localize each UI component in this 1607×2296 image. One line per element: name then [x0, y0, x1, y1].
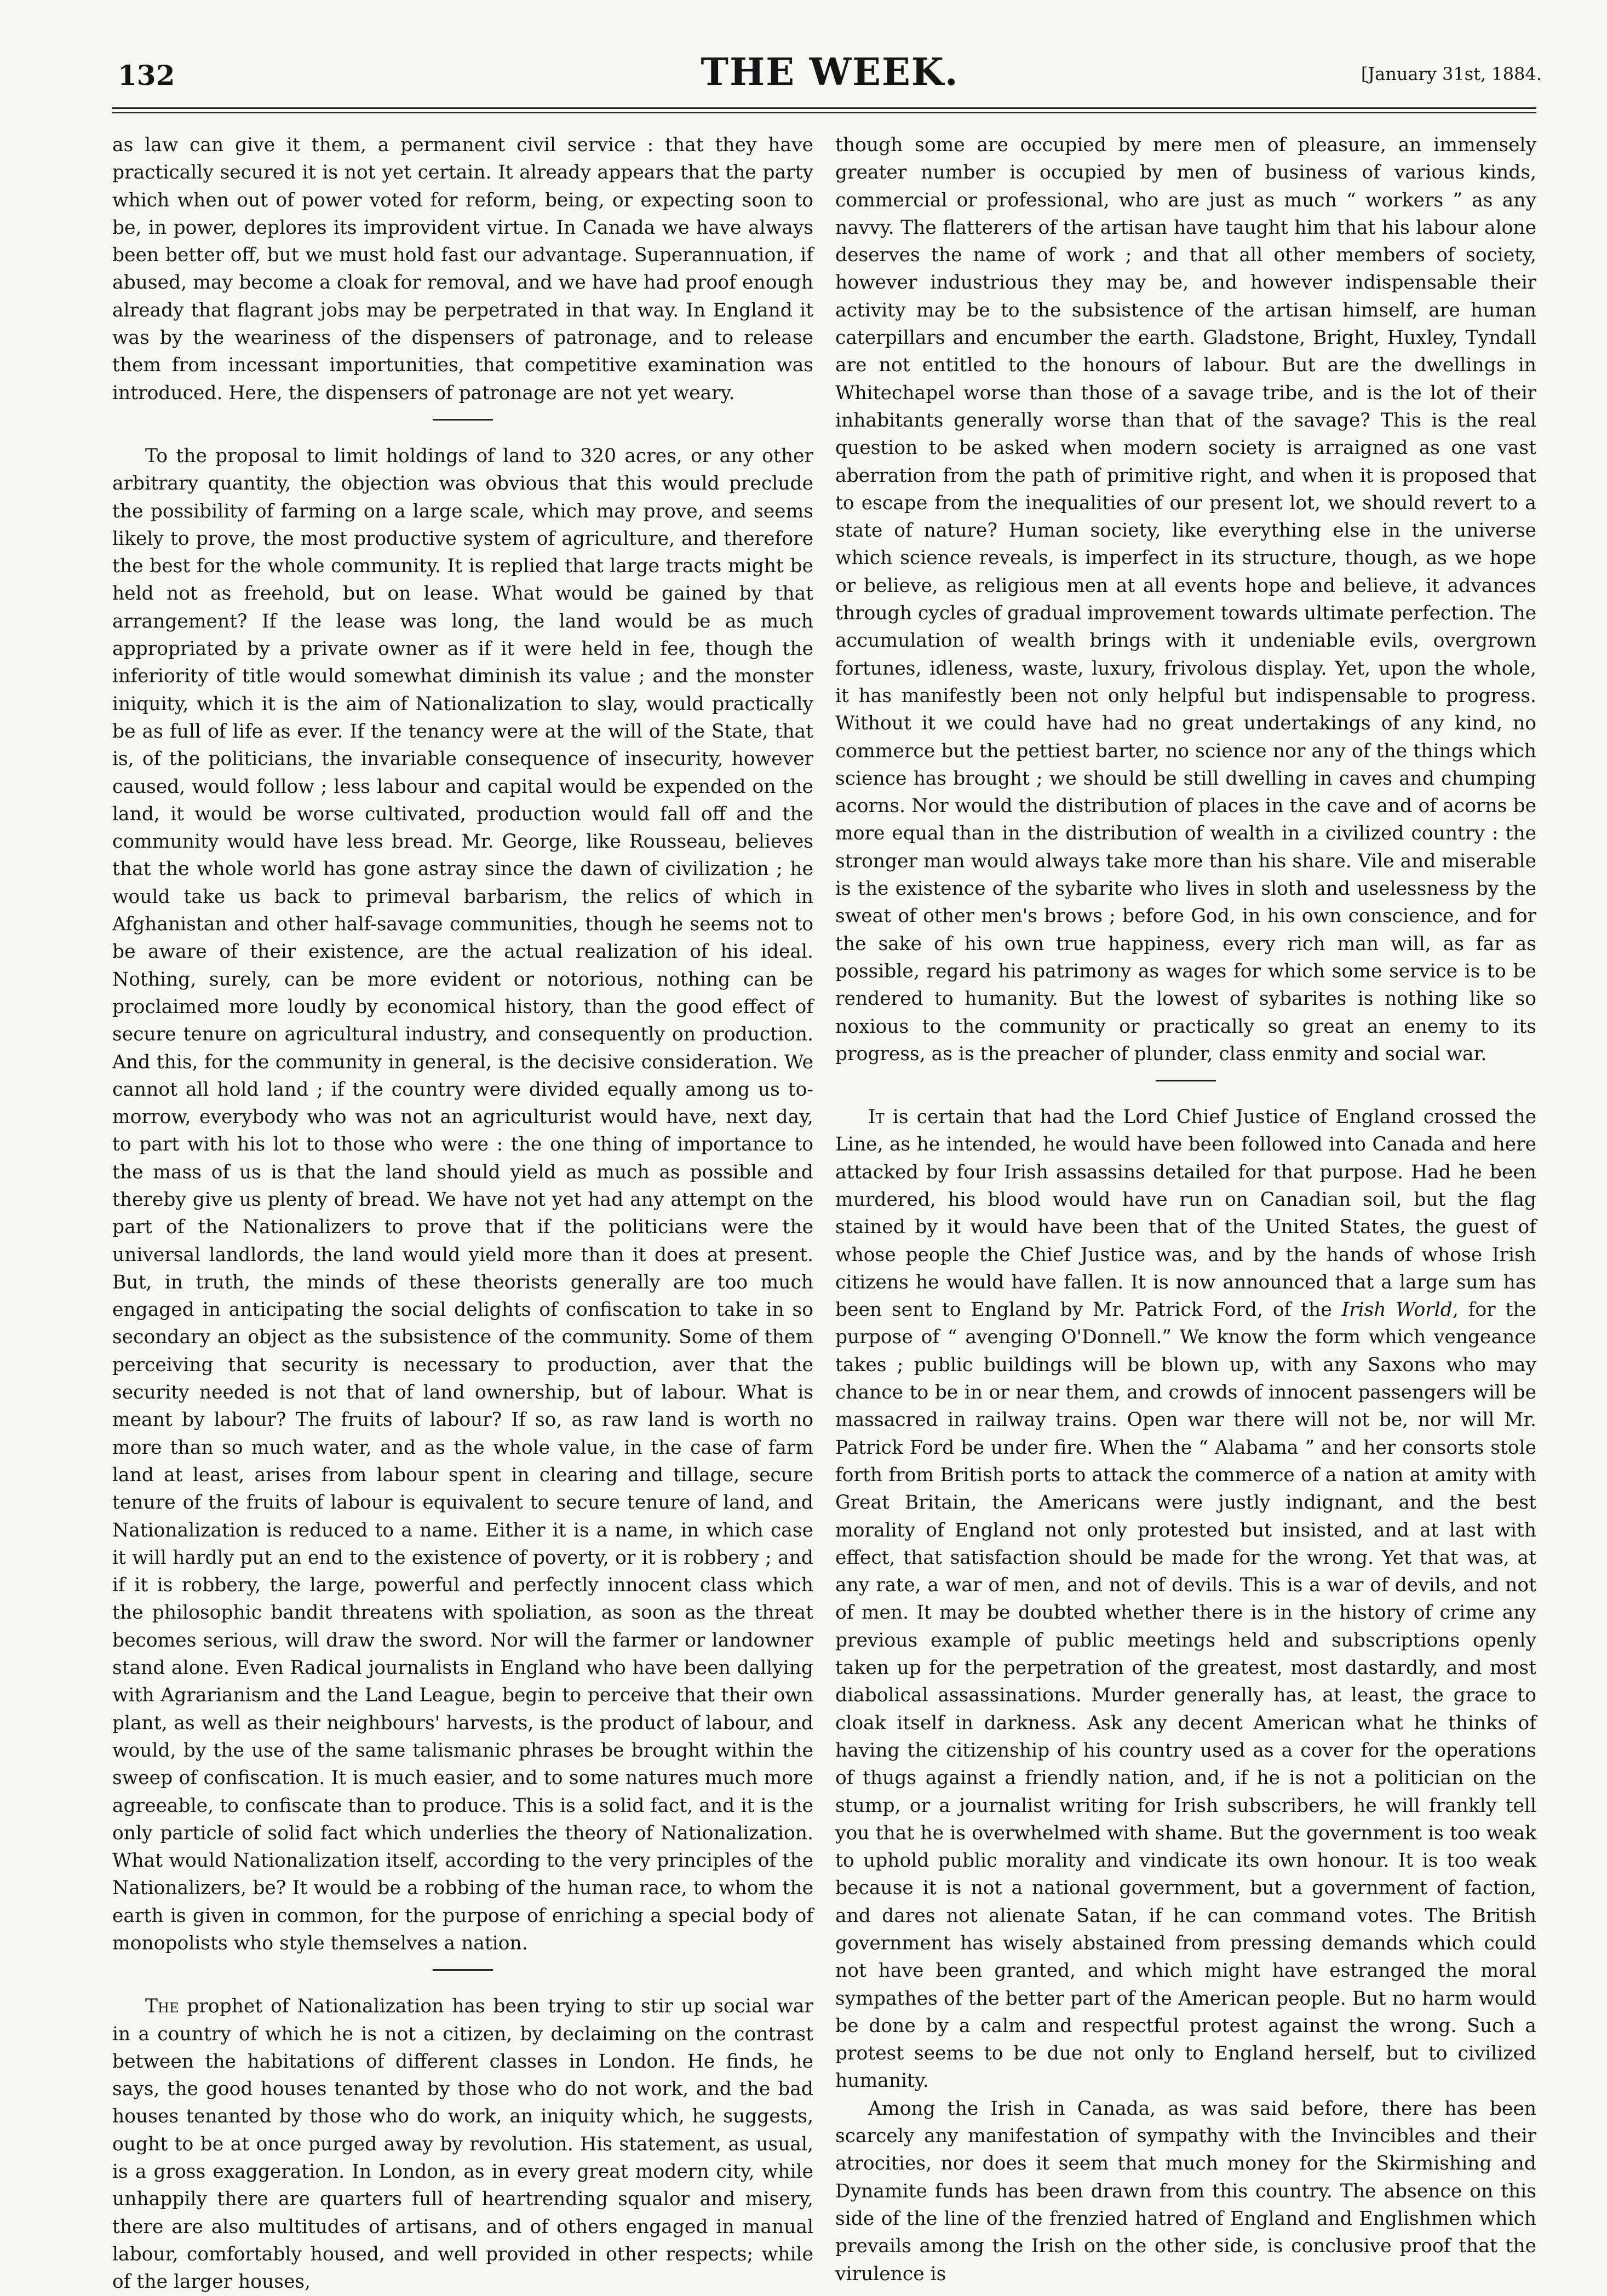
paragraph-land-holdings: To the proposal to limit holdings of land to 320 acres, or any other arbitrary quantity, the objection was obvious that this would preclude the possibility of farming on a large scale, which may prove, and seems likely to prove, the most productive system of agriculture, and therefore the best for the whole community. It is replied that large tracts might be held not as freehold, but on lease. What would be gained by that arrangement? If the lease was long, the land would be as much appropriated by a private owner as if it were held in fee, though the inferiority of title would somewhat diminish its value ; and the monster iniquity, which it is the aim of Nationalization to slay, would practically be as full of life as ever. If the tenancy were at the will of the State, that is, of the politicians, the invariable consequence of insecurity, however caused, would follow ; less labour and capital would be expended on the land, it would be worse cultivated, production would fall off and the community would have less bread. Mr. George, like Rousseau, believes that the whole world has gone astray since the dawn of civilization ; he would take us back to primeval barbarism, the relics of which in Afghanistan and other half-savage communities, though he seems not to be aware of their existence, are the actual realization of his ideal. Nothing, surely, can be more evident or notorious, nothing can be proclaimed more loudly by economical history, than the good effect of secure tenure on agricultural industry, and consequently on production. And this, for the community in general, is the decisive consideration. We cannot all hold land ; if the country were divided equally among us to-morrow, everybody who was not an agriculturist would have, next day, to part with his lot to those who were : the one thing of importance to the mass of us is that the land should yield as much as possible and thereby give us plenty of bread. We have not yet had any attempt on the part of the Nationalizers to prove that if the politicians were the universal landlords, the land would yield more than it does at present. But, in truth, the minds of these theorists generally are too much engaged in anticipating the social delights of confiscation to take in so secondary an object as the subsistence of the community. Some of them perceiving that security is necessary to production, aver that the security needed is not that of land ownership, but of labour. What is meant by labour? The fruits of labour? If so, as raw land is worth no more than so much water, and as the whole value, in the case of farm land at least, arises from labour spent in clearing and tillage, secure tenure of the fruits of labour is equivalent to secure tenure of land, and Nationalization is reduced to a name. Either it is a name, in which case it will hardly put an end to the existence of poverty, or it is robbery ; and if it is robbery, the large, powerful and perfectly innocent class which the philosophic bandit threatens with spoliation, as soon as the threat becomes serious, will draw the sword. Nor will the farmer or landowner stand alone. Even Radical journalists in England who have been dallying with Agrarianism and the Land League, begin to perceive that their own plant, as well as their neighbours' harvests, is the product of labour, and would, by the use of the same talismanic phrases be brought within the sweep of confiscation. It is much easier, and to some natures much more agreeable, to confiscate than to produce. This is a solid fact, and it is the only particle of solid fact which underlies the theory of Nationalization. What would Nationalization itself, according to the very principles of the Nationalizers, be? It would be a robbing of the human race, to whom the earth is given in common, for the purpose of enriching a special body of monopolists who style themselves a nation. — [112, 445, 813, 1954]
section-separator — [433, 1969, 493, 1971]
left-column — [112, 131, 813, 2293]
newspaper-name: Irish World — [1341, 1299, 1453, 1321]
header-rule-top — [112, 107, 1536, 109]
paragraph-prophet-nationalization — [112, 1993, 813, 2295]
page-header — [118, 50, 1542, 105]
issue-date: [January 31st, 1884. — [1361, 64, 1542, 84]
page-number: 132 — [118, 59, 175, 91]
lead-word: The — [145, 1995, 179, 2018]
section-separator — [433, 419, 493, 421]
paragraph-text: , for the purpose of “ avenging O'Donnell.” We know the form which vengeance takes ; public buildings will be blown up, with any Saxons who may chance to be in or near them, and crowds of innocent passengers will be massacred in railway trains. Open war there will not be, nor will Mr. Patrick Ford be under fire. When the “ Alabama ” and her consorts stole forth from British ports to attack the commerce of a nation at amity with Great Britain, the Americans were justly indignant, and the best morality of England not only protested but insisted, and at last with effect, that satisfaction should be made for the wrong. Yet that was, at any rate, a war of men, and not of devils. This is a war of devils, and not of men. It may be doubted whether there is in the history of crime any previous example of public meetings held and subscriptions openly taken up for the perpetration of the greatest, most dastardly, and most diabolical assassinations. Murder generally has, at least, the grace to cloak itself in darkness. Ask any decent American what he thinks of having the citizenship of his country used as a cover for the operations of thugs against a friendly nation, and, if he is not a politician on the stump, or a journalist writing for Irish subscribers, he will frankly tell you that he is overwhelmed with shame. But the government is too weak to uphold public morality and vindicate its own honour. It is too weak because it is not a national government, but a government of faction, and dares not alienate Satan, if he can command votes. The British government has wisely abstained from pressing demands which could not have been granted, and which might have estranged the moral sympathes of the better part of the American people. But no harm would be done by a calm and respectful protest against the wrong. Such a protest seems to be due not only to England herself, but to civilized humanity. — [835, 1299, 1536, 2092]
paragraph-civil-service: as law can give it them, a permanent civil service : that they have practically secured it is not yet certain. It already appears that the party which when out of power voted for reform, being, or expecting soon to be, in power, deplores its improvident virtue. In Canada we have always been better off, but we must hold fast our advantage. Superannuation, if abused, may become a cloak for removal, and we have had proof enough already that flagrant jobs may be perpetrated in that way. In England it was by the weariness of the dispensers of patronage, and to release them from incessant importunities, that competitive examination was introduced. Here, the dispensers of patronage are not yet weary. — [112, 134, 813, 404]
section-separator — [1156, 1080, 1216, 1081]
paragraph-irish-in-canada: Among the Irish in Canada, as was said before, there has been scarcely any manifestation of sympathy with the Invincibles and their atrocities, nor does it seem that much money for the Skirmishing and Dynamite funds has been drawn from this country. The absence on this side of the line of the frenzied hatred of England and Englishmen which prevails among the Irish on the other side, is conclusive proof that the virulence is — [835, 2097, 1536, 2285]
paragraph-workers-society: though some are occupied by mere men of pleasure, an immensely greater number is occupied by men of business of various kinds, commercial or professional, who are just as much “ workers ” as any navvy. The flatterers of the artisan have taught him that his labour alone deserves the name of work ; and that all other members of society, however industrious they may be, and however indispensable their activity may be to the subsistence of the artisan himself, are human caterpillars and encumber the earth. Gladstone, Bright, Huxley, Tyndall are not entitled to the honours of labour. But are the dwellings in Whitechapel worse than those of a savage tribe, and is the lot of their inhabitants generally worse than that of the savage? This is the real question to be asked when modern society is arraigned as one vast aberration from the path of primitive right, and when it is proposed that to escape from the inequalities of our present lot, we should revert to a state of nature? Human society, like everything else in the universe which science reveals, is imperfect in its structure, though, as we hope or believe, as religious men at all events hope and believe, it advances through cycles of gradual improvement towards ultimate perfection. The accumulation of wealth brings with it undeniable evils, overgrown fortunes, idleness, waste, luxury, frivolous display. Yet, upon the whole, it has manifestly been not only helpful but indispensable to progress. Without it we could have had no great undertakings of any kind, no commerce but the pettiest barter, no science nor any of the things which science has brought ; we should be still dwelling in caves and chumping acorns. Nor would the distribution of places in the cave and of acorns be more equal than in the distribution of wealth in a civilized country : the stronger man would always take more than his share. Vile and miserable is the existence of the sybarite who lives in sloth and uselessness by the sweat of other men's brows ; before God, in his own conscience, and for the sake of his own true happiness, every rich man will, as far as possible, regard his patrimony as wages for which some service is to be rendered to humanity. But the lowest of sybarites is nothing like so noxious to the community or practically so great an enemy to its progress, as is the preacher of plunder, class enmity and social war. — [835, 134, 1536, 1065]
lead-word: It — [868, 1106, 885, 1129]
right-column — [835, 131, 1536, 2285]
paragraph-chief-justice — [835, 1103, 1536, 2095]
masthead-title: THE WEEK. — [701, 50, 959, 94]
header-rule-bottom — [112, 112, 1536, 113]
paragraph-text: prophet of Nationalization has been trying to stir up social war in a country of which he is not a citizen, by declaiming on the contrast between the habitations of different classes in London. He finds, he says, the good houses tenanted by those who do not work, and the bad houses tenanted by those who do work, an iniquity which, he suggests, ought to be at once purged away by revolution. His statement, as usual, is a gross exaggeration. In London, as in every great modern city, while unhappily there are quarters full of heartrending squalor and misery, there are also multitudes of artisans, and of others engaged in manual labour, comfortably housed, and well provided in other respects; while of the larger houses, — [112, 1995, 813, 2293]
paragraph-text: is certain that had the Lord Chief Justice of England crossed the Line, as he intended, he would have been followed into Canada and here attacked by four Irish assassins detailed for that purpose. Had he been murdered, his blood would have run on Canadian soil, but the flag stained by it would have been that of the United States, the guest of whose people the Chief Justice was, and by the hands of whose Irish citizens he would have fallen. It is now announced that a large sum has been sent to England by Mr. Patrick Ford, of the — [835, 1106, 1536, 1321]
